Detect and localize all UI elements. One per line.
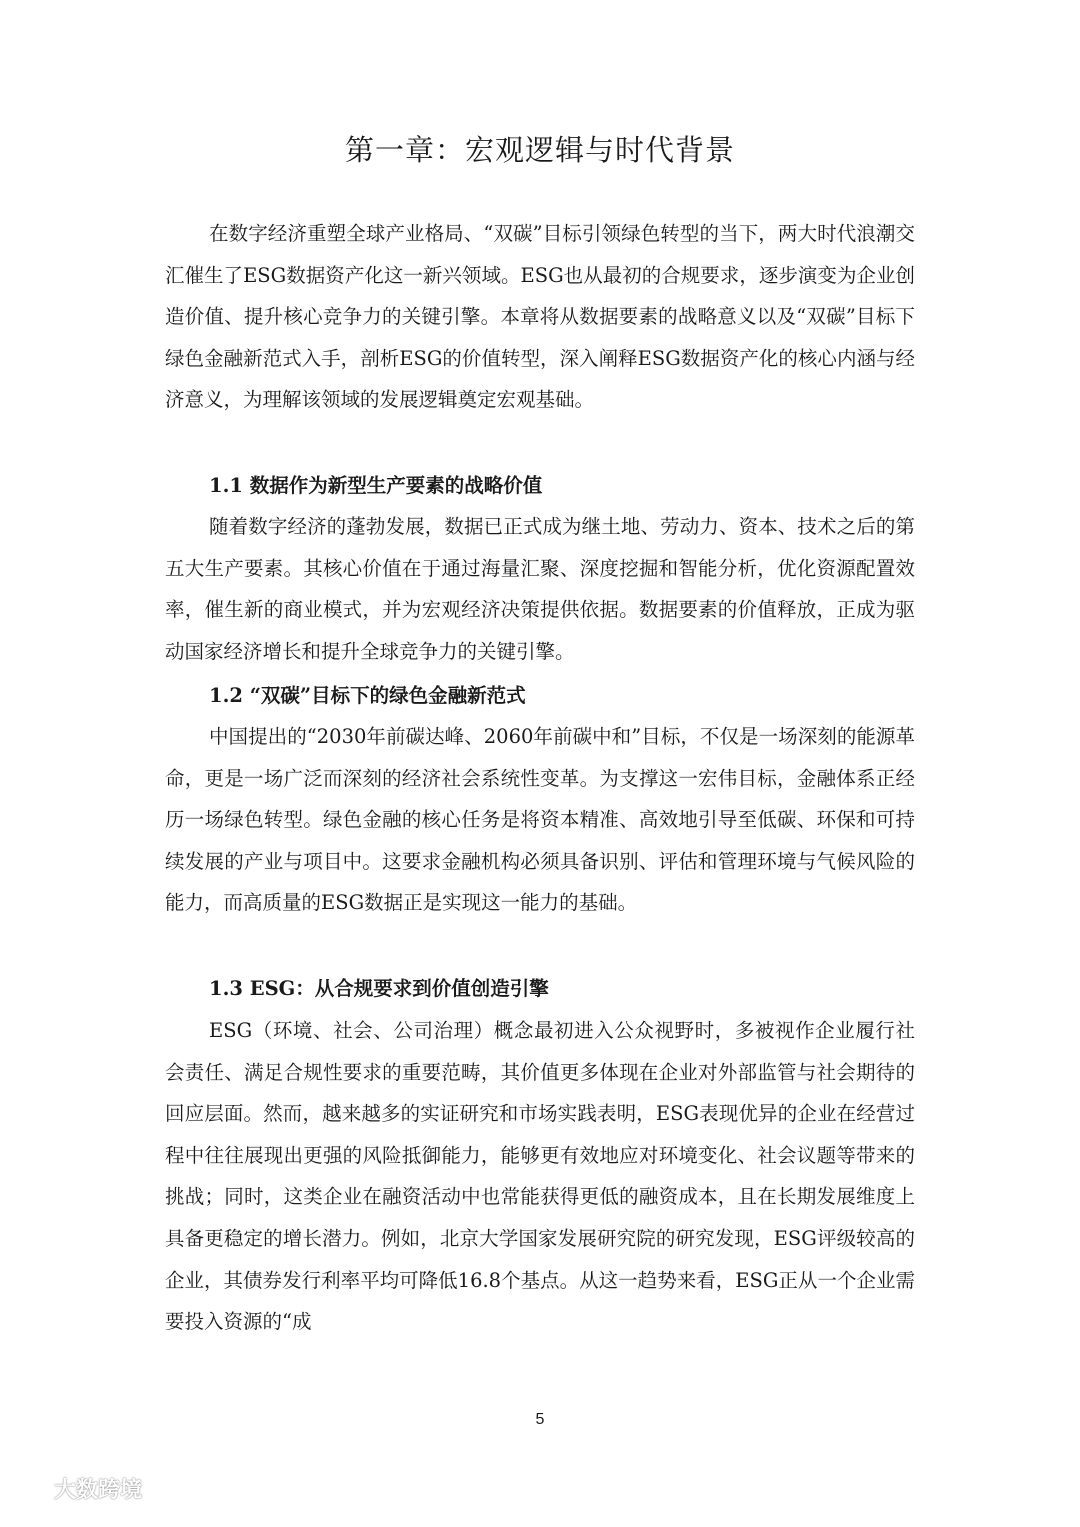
chapter-title: 第一章：宏观逻辑与时代背景 [344, 133, 735, 167]
watermark-text: 大数跨境 [54, 1477, 143, 1503]
watermark [8, 1466, 142, 1510]
section-body-1-3: ESG（环境、社会、公司治理）概念最初进入公众视野时，多被视作企业履行社会责任、满足合规性要求的重要范畴，其价值更多体现在企业对外部监管与社会期待的回应层面。然而，越来越多的实证研究和市场实践表明，ESG表现优异的企业在经营过程中往往展现出更强的风险抵御能力，能够更有效地应对环境变化、社会议题等带来的挑战；同时，这类企业在融资活动中也常能获得更低的融资成本，且在长期发展维度上具备更稳定的增长潜力。例如，北京大学国家发展研究院的研究发现，ESG评级较高的企业，其债券发行利率平均可降低16.8个基点。从这一趋势来看，ESG正从一个企业需要投入资源的“成 [165, 1019, 915, 1334]
section-heading-1-2: 1.2 “双碳”目标下的绿色金融新范式 [209, 684, 526, 707]
weibo-logo-icon [8, 1471, 48, 1505]
intro-paragraph: 在数字经济重塑全球产业格局、“双碳”目标引领绿色转型的当下，两大时代浪潮交汇催生了ESG数据资产化这一新兴领域。ESG也从最初的合规要求，逐步演变为企业创造价值、提升核心竞争力的关键引擎。本章将从数据要素的战略意义以及“双碳”目标下绿色金融新范式入手，剖析ESG的价值转型，深入阐释ESG数据资产化的核心内涵与经济意义，为理解该领域的发展逻辑奠定宏观基础。 [165, 222, 915, 412]
page-number: 5 [535, 1411, 545, 1428]
section-heading-1-3: 1.3 ESG：从合规要求到价值创造引擎 [209, 977, 549, 1000]
section-body-1-2: 中国提出的“2030年前碳达峰、2060年前碳中和”目标，不仅是一场深刻的能源革命，更是一场广泛而深刻的经济社会系统性变革。为支撑这一宏伟目标，金融体系正经历一场绿色转型。绿色金融的核心任务是将资本精准、高效地引导至低碳、环保和可持续发展的产业与项目中。这要求金融机构必须具备识别、评估和管理环境与气候风险的能力，而高质量的ESG数据正是实现这一能力的基础。 [165, 725, 915, 915]
section-heading-1-1: 1.1 数据作为新型生产要素的战略价值 [209, 474, 543, 497]
section-body-1-1: 随着数字经济的蓬勃发展，数据已正式成为继土地、劳动力、资本、技术之后的第五大生产要素。其核心价值在于通过海量汇聚、深度挖掘和智能分析，优化资源配置效率，催生新的商业模式，并为宏观经济决策提供依据。数据要素的价值释放，正成为驱动国家经济增长和提升全球竞争力的关键引擎。 [165, 515, 915, 663]
